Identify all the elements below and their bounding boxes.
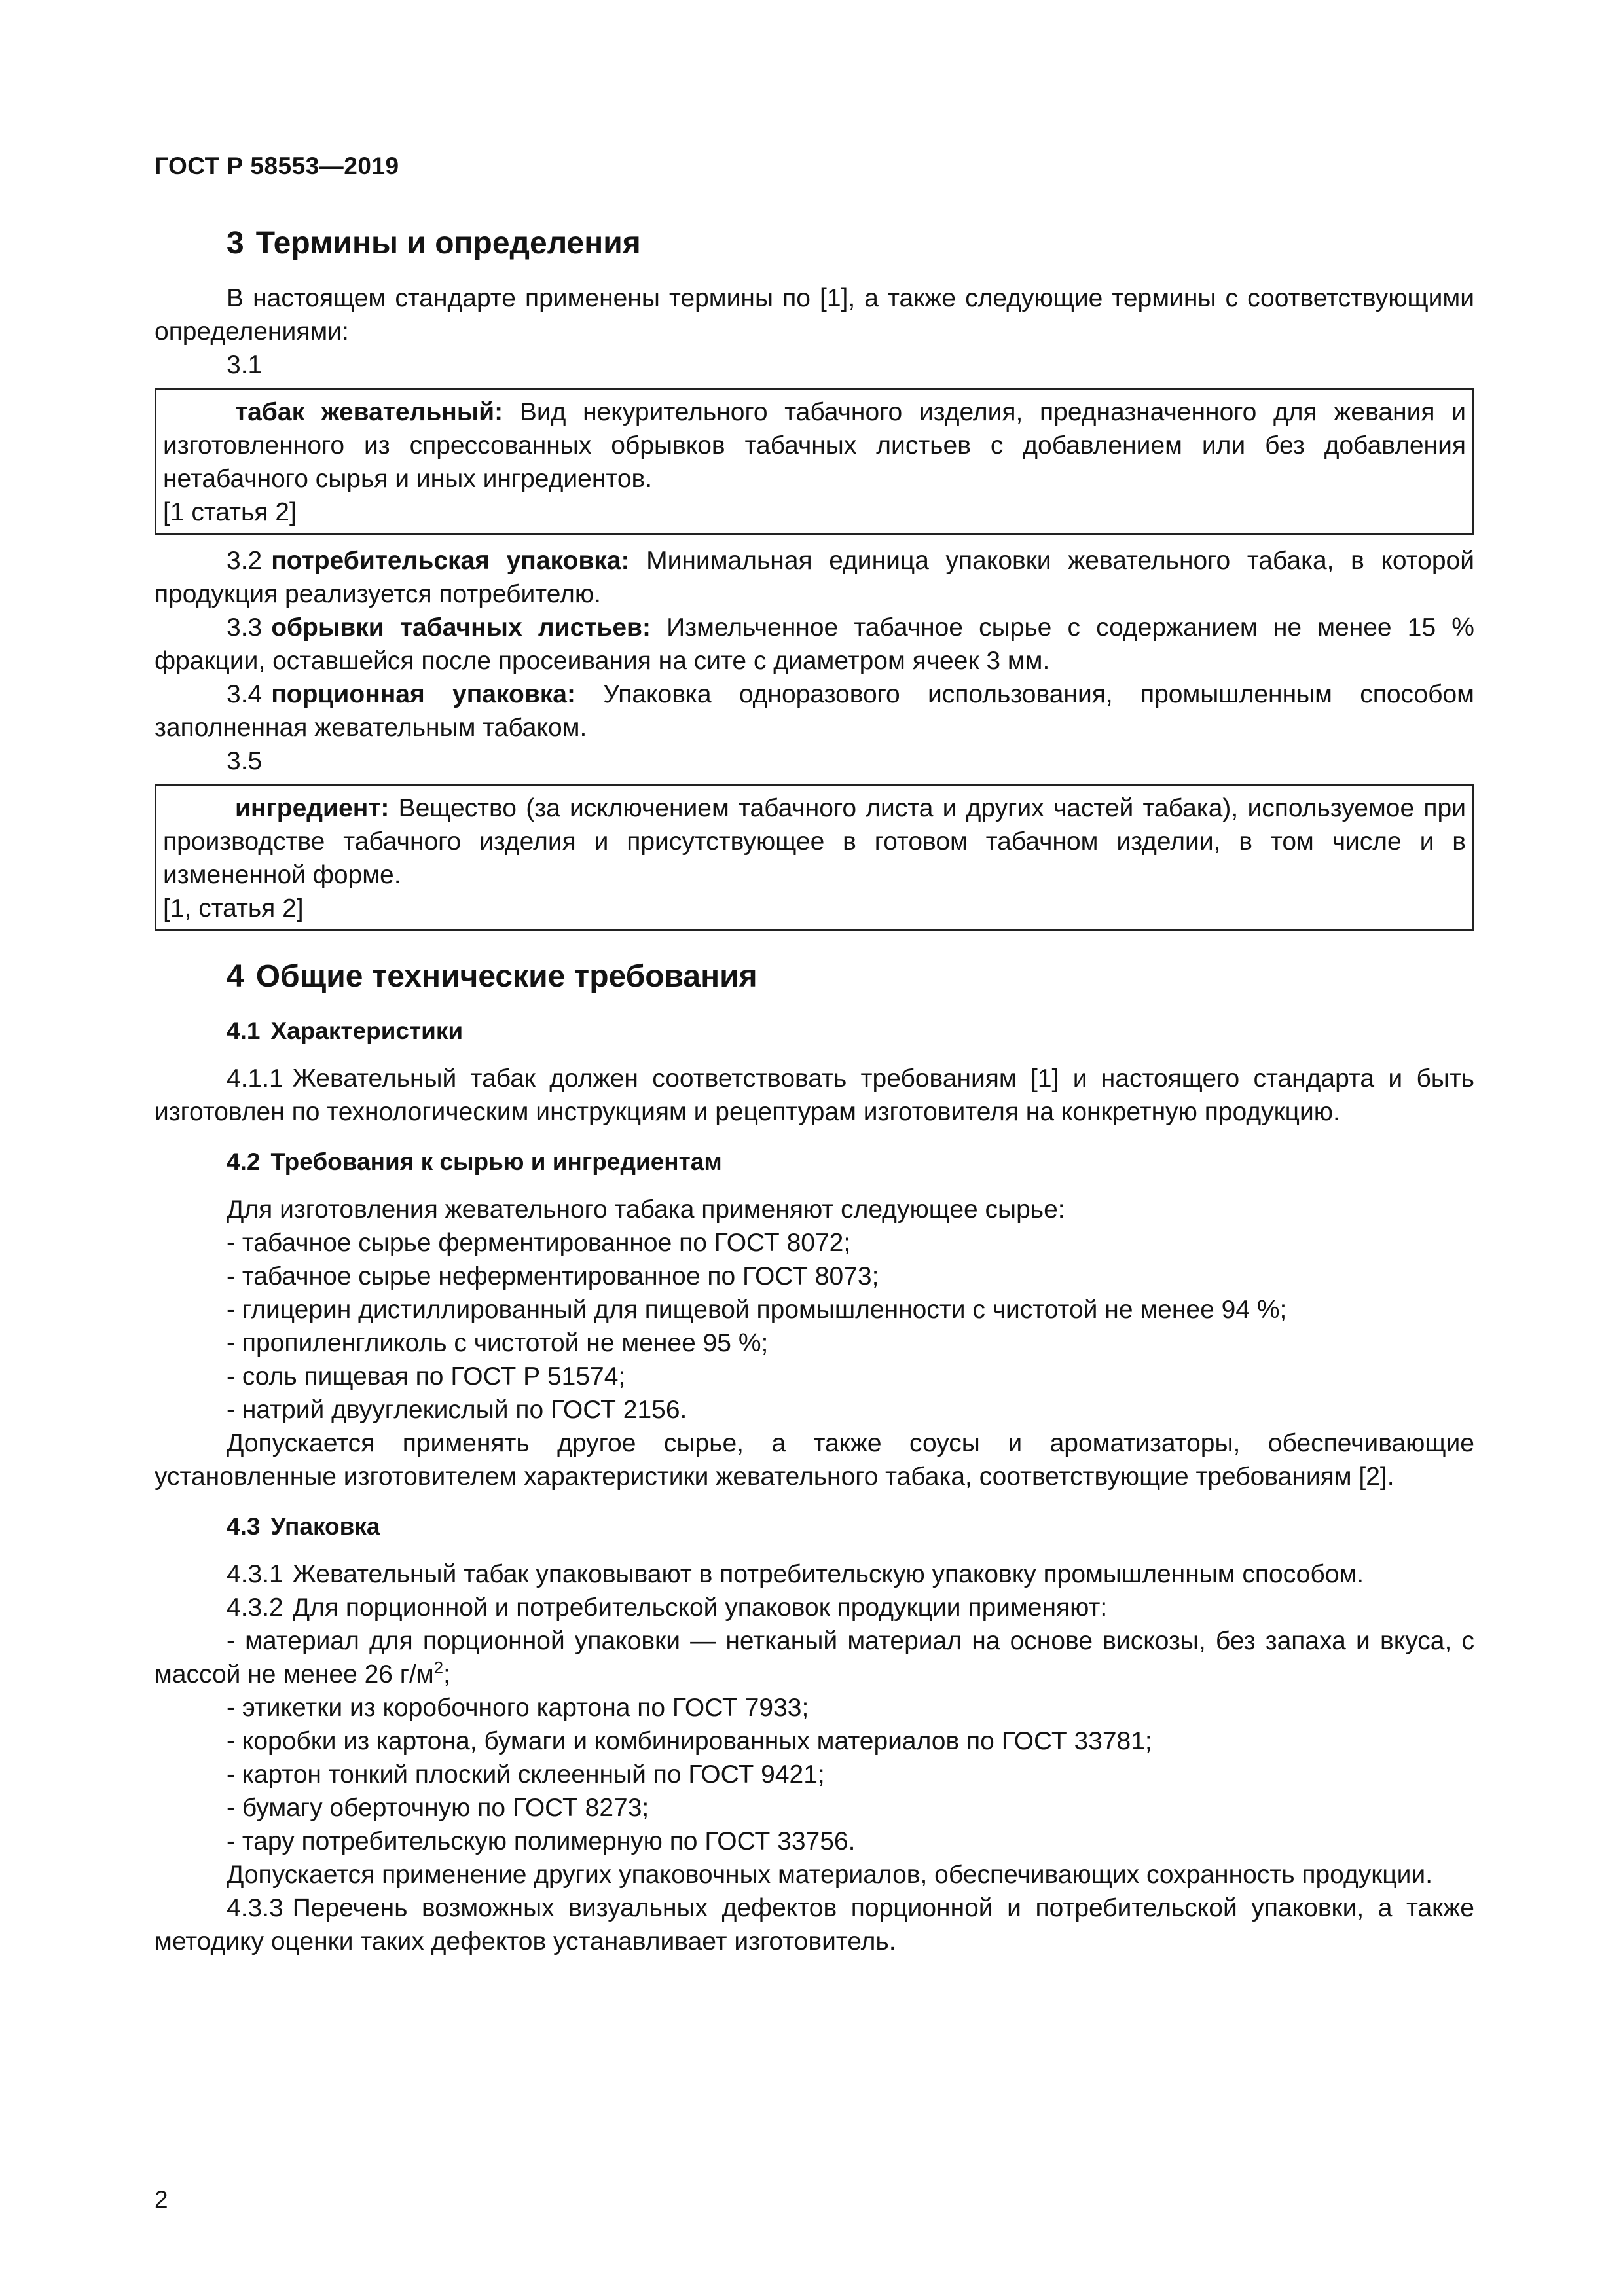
- term-definition: Минимальная единица упаковки жевательного табака, в которой продукция реализуется потребителю.: [155, 547, 1475, 608]
- list-item: - этикетки из коробочного картона по ГОСТ 7933;: [227, 1694, 809, 1722]
- section-number: 4: [227, 959, 244, 994]
- term-name: обрывки табачных листьев:: [271, 613, 651, 642]
- term-3-5-text: [163, 792, 1466, 892]
- subsection-number: 4.2: [227, 1148, 261, 1175]
- term-3-1-number: 3.1: [227, 351, 263, 379]
- list-item: - табачное сырье ферментированное по ГОСТ 8072;: [227, 1229, 851, 1257]
- clause-text: Для порционной и потребительской упаковок продукции применяют:: [292, 1594, 1108, 1622]
- clause-4-3-1: [155, 1558, 1474, 1591]
- document-body: [155, 210, 1474, 1958]
- document-code-header: ГОСТ Р 58553—2019: [155, 153, 399, 179]
- term-definition: Вещество (за исключением табачного листа и других частей табака), используемое при производстве табачного изделия и присутствующее в готовом табачном изделии, в том числе и в измененной форме.: [163, 794, 1466, 889]
- term-3-5-box: [155, 784, 1474, 931]
- list-item-text: - материал для порционной упаковки — нетканый материал на основе вискозы, без запаха и вкуса, с массой не менее 26 г/м: [155, 1627, 1474, 1688]
- section-4-heading: [155, 957, 1474, 996]
- subsection-title: Требования к сырью и ингредиентам: [270, 1148, 722, 1175]
- term-definition: Измельченное табачное сырье с содержанием не менее 15 % фракции, оставшейся после просеивания на сите с диаметром ячеек 3 мм.: [155, 613, 1474, 675]
- term-name: потребительская упаковка:: [271, 547, 630, 575]
- clause-4-3-3: [155, 1891, 1474, 1958]
- subsection-number: 4.1: [227, 1017, 261, 1044]
- list-item-wrapped: [155, 1624, 1474, 1691]
- term-number: 3.2: [227, 547, 263, 575]
- subsection-title: Упаковка: [270, 1513, 380, 1540]
- section-title: Термины и определения: [255, 226, 641, 261]
- list-item: - коробки из картона, бумаги и комбинированных материалов по ГОСТ 33781;: [227, 1727, 1152, 1755]
- term-number: 3.4: [227, 680, 263, 708]
- term-3-3: [155, 611, 1474, 678]
- term-3-1-text: [163, 395, 1466, 496]
- list-item: - картон тонкий плоский склеенный по ГОСТ 9421;: [227, 1760, 825, 1789]
- list-item: - бумагу оберточную по ГОСТ 8273;: [227, 1794, 649, 1822]
- section-number: 3: [227, 226, 244, 261]
- list-item: - натрий двууглекислый по ГОСТ 2156.: [227, 1396, 687, 1424]
- section-3-heading: [155, 224, 1474, 263]
- term-source: [1 статья 2]: [163, 498, 297, 526]
- term-3-4: [155, 678, 1474, 744]
- term-definition: Упаковка одноразового использования, промышленным способом заполненная жевательным табаком.: [155, 680, 1474, 742]
- clause-4-2-intro: Для изготовления жевательного табака применяют следующее сырье:: [227, 1195, 1065, 1224]
- clause-number: 4.3.1: [227, 1560, 283, 1588]
- term-source: [1, статья 2]: [163, 894, 304, 922]
- subsection-4-1-heading: [155, 1015, 1474, 1048]
- subsection-4-2-heading: [155, 1146, 1474, 1178]
- subsection-title: Характеристики: [270, 1017, 464, 1044]
- clause-text: Жевательный табак должен соответствовать требованиям [1] и настоящего стандарта и быть изготовлен по технологическим инструкциям и рецептурам изготовителя на конкретную продукцию.: [155, 1065, 1474, 1126]
- term-3-5-number: 3.5: [227, 747, 263, 775]
- clause-4-3-outro: Допускается применение других упаковочных материалов, обеспечивающих сохранность продукции.: [227, 1861, 1433, 1889]
- page-number: 2: [155, 2186, 168, 2213]
- list-item-end: ;: [443, 1660, 450, 1688]
- section-title: Общие технические требования: [255, 959, 757, 994]
- term-name: порционная упаковка:: [271, 680, 575, 708]
- term-3-2: [155, 544, 1474, 611]
- list-item: - табачное сырье неферментированное по ГОСТ 8073;: [227, 1262, 879, 1290]
- term-3-1-box: [155, 388, 1474, 535]
- section-3-intro: В настоящем стандарте применены термины по [1], а также следующие термины с соответствующими определениями:: [155, 284, 1474, 346]
- clause-number: 4.1.1: [227, 1065, 283, 1093]
- term-name: табак жевательный:: [235, 398, 503, 426]
- clause-text: Перечень возможных визуальных дефектов порционной и потребительской упаковки, а также методику оценки таких дефектов устанавливает изготовитель.: [155, 1894, 1474, 1956]
- term-definition: Вид некурительного табачного изделия, предназначенного для жевания и изготовленного из спрессованных обрывков табачных листьев с добавлением или без добавления нетабачного сырья и иных ингредиентов.: [163, 398, 1466, 493]
- subsection-number: 4.3: [227, 1513, 261, 1540]
- clause-4-1-1: [155, 1062, 1474, 1129]
- list-item: - глицерин дистиллированный для пищевой промышленности с чистотой не менее 94 %;: [227, 1296, 1287, 1324]
- list-item: - пропиленгликоль с чистотой не менее 95 %;: [227, 1329, 769, 1357]
- term-name: ингредиент:: [235, 794, 390, 822]
- clause-text: Жевательный табак упаковывают в потребительскую упаковку промышленным способом.: [292, 1560, 1364, 1588]
- clause-number: 4.3.3: [227, 1894, 283, 1922]
- list-item: - тару потребительскую полимерную по ГОСТ 33756.: [227, 1827, 856, 1855]
- clause-number: 4.3.2: [227, 1594, 283, 1622]
- clause-4-2-outro: Допускается применять другое сырье, а также соусы и ароматизаторы, обеспечивающие установленные изготовителем характеристики жевательного табака, соответствующие требованиям [2].: [155, 1429, 1474, 1491]
- subsection-4-3-heading: [155, 1510, 1474, 1543]
- term-number: 3.3: [227, 613, 263, 642]
- clause-4-3-2: [155, 1591, 1474, 1624]
- list-item: - соль пищевая по ГОСТ Р 51574;: [227, 1362, 626, 1391]
- superscript: 2: [433, 1658, 444, 1677]
